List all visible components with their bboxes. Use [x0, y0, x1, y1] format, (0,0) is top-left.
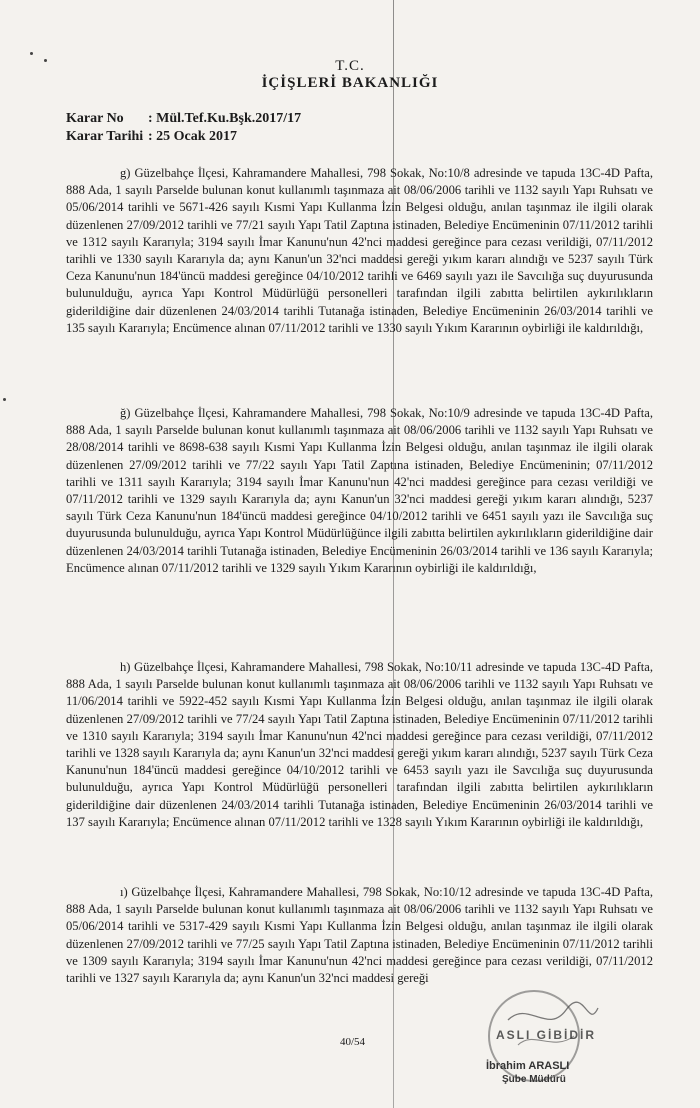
decision-date-label: Karar Tarihi [66, 129, 144, 144]
paragraph-text: ı) Güzelbahçe İlçesi, Kahramandere Mahallesi, 798 Sokak, No:10/12 adresinde ve tapuda 13C-4D Pafta, 888 Ada, 1 sayılı Parselde bulunan konut kullanımlı taşınmaza ait 08/06/2006 tarihli ve 1132 sayılı Yapı Ruhsatı ve 05/06/2014 tarihli ve 5317-429 sayılı Kısmi Yapı Kullanma İzin Belgesi olduğu, anılan taşınmaz ile ilgili olarak düzenlenen 27/09/2012 tarihli ve 77/25 sayılı Yapı Tatil Zaptına istinaden, Belediye Encümeninin 07/11/2012 tarihli ve 1309 sayılı Kararıyla; 3194 sayılı İmar Kanunu'nun 42'nci maddesi gereğince para cezası verildiği, 07/11/2012 tarihli ve 1327 sayılı Kararıyla da; aynı Kanun'un 32'nci maddesi gereği [66, 885, 653, 986]
decision-date-value: : 25 Ocak 2017 [148, 129, 238, 144]
paragraph-gh [66, 405, 653, 577]
header-ministry: İÇİŞLERİ BAKANLIĞI [261, 75, 439, 91]
header-tc: T.C. [335, 58, 365, 74]
paragraph-text: h) Güzelbahçe İlçesi, Kahramandere Mahallesi, 798 Sokak, No:10/11 adresinde ve tapuda 13C-4D Pafta, 888 Ada, 1 sayılı Parselde bulunan konut kullanımlı taşınmaza ait 08/06/2006 tarihli ve 1132 sayılı Yapı Ruhsatı ve 11/06/2014 tarihli ve 5922-452 sayılı Kısmi Yapı Kullanma İzin Belgesi olduğu, anılan taşınmaz ile ilgili olarak düzenlenen 27/09/2012 tarihli ve 77/24 sayılı Yapı Tatil Zaptına istinaden, Belediye Encümeninin 07/11/2012 tarihli ve 1310 sayılı Kararıyla; 3194 sayılı İmar Kanunu'nun 42'nci maddesi gereğince para cezası verildiği, 07/11/2012 tarihli ve 1328 sayılı Kararıyla da; aynı Kanun'un 32'nci maddesi gereği yıkım kararı alındığı, 5237 sayılı Türk Ceza Kanunu'nun 184'üncü maddesi gereğince 04/10/2012 tarihli ve 6453 sayılı yazı ile Savcılığa suç duyurusunda bulunulduğu, ayrıca Yapı Kontrol Müdürlüğü personelleri tarafından ilgili zabıtta belirtilen aykırılıkların giderildiğine dair düzenlenen 24/03/2014 tarihli Tutanağa istinaden, Belediye Encümeninin 26/03/2014 tarihli ve 137 sayılı Kararıyla; Encümence alınan 07/11/2012 tarihli ve 1328 sayılı Yıkım Kararının oybirliği ile kaldırıldığı, [66, 660, 653, 829]
paragraph-text: ğ) Güzelbahçe İlçesi, Kahramandere Mahallesi, 798 Sokak, No:10/9 adresinde ve tapuda 13C-4D Pafta, 888 Ada, 1 sayılı Parselde bulunan konut kullanımlı taşınmaza ait 08/06/2006 tarihli ve 1132 sayılı Yapı Ruhsatı ve 28/08/2014 tarihli ve 8698-638 sayılı Kısmi Yapı Kullanma İzin Belgesi olduğu, anılan taşınmaz ile ilgili olarak düzenlenen 27/09/2012 tarihli ve 77/22 sayılı Yapı Tatil Zaptına istinaden, Belediye Encümeninin; 07/11/2012 tarihli ve 1311 sayılı Kararıyla; 3194 sayılı İmar Kanunu'nun 42'nci maddesi gereğince para cezası verildiği ve 07/11/2012 tarihli ve 1329 sayılı Kararıyla da; aynı Kanun'un 32'nci maddesi gereği yıkım kararı alındığı, 5237 sayılı Türk Ceza Kanunu'nun 184'üncü maddesi gereğince 04/10/2012 tarihli ve 6451 sayılı yazı ile Savcılığa suç duyurusunda bulunulduğu, ayrıca Yapı Kontrol Müdürlüğünce ilgili zabıtta belirtilen aykırılıkların giderildiğine dair düzenlenen 24/03/2014 tarihli Tutanağa istinaden, Belediye Encümeninin 26/03/2014 tarihli ve 136 sayılı Kararıyla; Encümence alınan 07/11/2012 tarihli ve 1329 sayılı Yıkım Kararının oybirliği ile kaldırıldığı, [66, 406, 653, 575]
page-number: 40/54 [340, 1036, 366, 1048]
decision-date [66, 129, 237, 145]
decision-number-value: : Mül.Tef.Ku.Bşk.2017/17 [148, 111, 302, 126]
paragraph-text: g) Güzelbahçe İlçesi, Kahramandere Mahallesi, 798 Sokak, No:10/8 adresinde ve tapuda 13C-4D Pafta, 888 Ada, 1 sayılı Parselde bulunan konut kullanımlı taşınmaza ait 08/06/2006 tarihli ve 1132 sayılı Yapı Ruhsatı ve 05/06/2014 tarihli ve 5671-426 sayılı Kısmi Yapı Kullanma İzin Belgesi olduğu, anılan taşınmaz ile ilgili olarak düzenlenen 27/09/2012 tarihli ve 77/21 sayılı Yapı Tatil Zaptına istinaden, Belediye Encümeninin 07/11/2012 tarihli ve 1312 sayılı Kararıyla; 3194 sayılı İmar Kanunu'nun 42'nci maddesi gereğince para cezası verildiği, 07/11/2012 tarihli ve 1330 sayılı Kararıyla da; aynı Kanun'un 32'nci maddesi gereği yıkım kararı alındığı ve 5237 sayılı Türk Ceza Kanunu'nun 184'üncü maddesi gereğince 04/10/2012 tarihli ve 6469 sayılı yazı ile Savcılığa suç duyurusunda bulunulduğu, ayrıca Yapı Kontrol Müdürlüğü personelleri tarafından ilgili zabıtta belirtilen aykırılıkların giderildiğine dair düzenlenen 24/03/2014 tarihli Tutanağa istinaden, Belediye Encümeninin 26/03/2014 tarihli ve 135 sayılı Kararıyla; Encümence alınan 07/11/2012 tarihli ve 1330 sayılı Yıkım Kararının oybirliği ile kaldırıldığı, [66, 166, 653, 335]
decision-number-label: Karar No [66, 111, 124, 126]
scan-speck [3, 398, 6, 401]
certified-stamp [478, 990, 608, 1102]
scan-speck [30, 52, 33, 55]
paragraph-h [66, 659, 653, 831]
paragraph-g [66, 165, 653, 337]
decision-number [66, 111, 301, 127]
signer-title: Şube Müdürü [502, 1074, 566, 1085]
signer-name: İbrahim ARASLI [486, 1060, 570, 1072]
stamp-text: ASLI GİBİDİR [496, 1028, 597, 1042]
paragraph-i [66, 884, 653, 987]
